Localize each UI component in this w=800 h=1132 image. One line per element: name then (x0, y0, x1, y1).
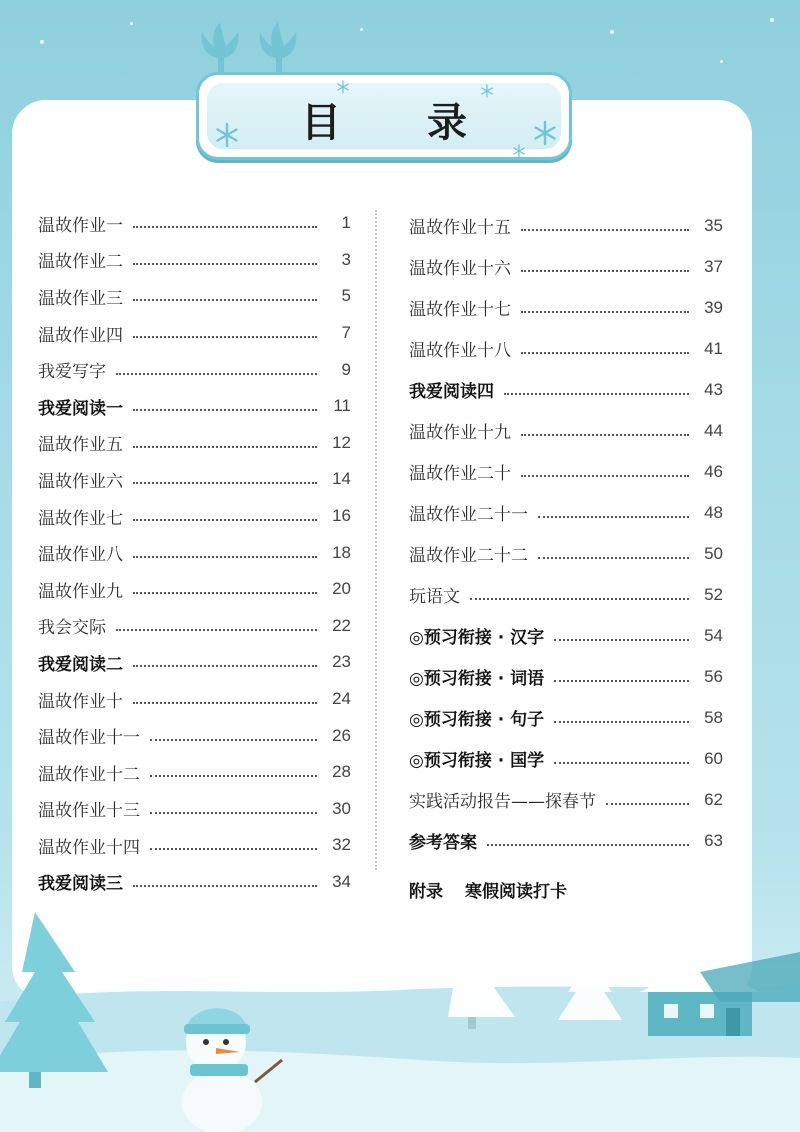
toc-entry-page: 62 (704, 789, 723, 809)
toc-entry-label: ◎预习衔接 · 词语 (409, 669, 545, 689)
toc-right-column (409, 205, 723, 861)
column-divider (375, 210, 377, 870)
toc-entry[interactable] (38, 608, 351, 645)
toc-entry-page: 43 (704, 379, 723, 399)
toc-entry-page: 50 (704, 543, 723, 563)
toc-entry[interactable] (409, 574, 723, 615)
dot-leader (150, 775, 317, 777)
toc-entry-label: 温故作业二 (38, 252, 123, 273)
toc-entry-label: 我爱阅读三 (38, 874, 123, 895)
toc-entry-page: 34 (332, 871, 351, 891)
toc-entry[interactable] (409, 656, 723, 697)
toc-entry-label: 参考答案 (409, 833, 477, 853)
toc-entry-label: 温故作业一 (38, 215, 123, 236)
dot-leader (554, 721, 689, 723)
toc-entry-page: 22 (332, 615, 351, 635)
toc-entry[interactable] (38, 351, 351, 388)
toc-entry-page: 3 (341, 249, 351, 269)
dot-leader (116, 629, 317, 631)
toc-entry[interactable] (38, 205, 351, 242)
toc-entry-page: 32 (332, 835, 351, 855)
dot-leader (133, 885, 317, 887)
dot-leader (521, 352, 689, 354)
toc-entry[interactable] (38, 315, 351, 352)
toc-entry[interactable] (38, 425, 351, 462)
toc-entry[interactable] (409, 738, 723, 779)
toc-entry-page: 23 (332, 652, 351, 672)
toc-entry-page: 12 (332, 432, 351, 452)
toc-entry-page: 26 (332, 725, 351, 745)
dot-leader (487, 844, 689, 846)
toc-entry[interactable] (38, 388, 351, 425)
toc-entry-label: 温故作业七 (38, 508, 123, 529)
toc-entry-label: 玩语文 (409, 587, 460, 607)
toc-entry-label: 我爱阅读二 (38, 654, 123, 675)
dot-leader (133, 446, 317, 448)
toc-entry-page: 16 (332, 506, 351, 526)
toc-entry[interactable] (409, 615, 723, 656)
toc-entry-page: 60 (704, 748, 723, 768)
toc-entry-label: 温故作业十七 (409, 300, 511, 320)
toc-entry[interactable] (409, 205, 723, 246)
dot-leader (133, 519, 317, 521)
toc-entry[interactable] (38, 754, 351, 791)
toc-entry-page: 52 (704, 584, 723, 604)
dot-leader (521, 434, 689, 436)
toc-entry[interactable] (409, 492, 723, 533)
snowflake-icon (512, 144, 526, 158)
toc-entry[interactable] (38, 791, 351, 828)
snowflake-icon (480, 84, 494, 98)
toc-entry-page: 54 (704, 625, 723, 645)
toc-entry-page: 9 (341, 359, 351, 379)
toc-entry-label: 温故作业二十一 (409, 505, 528, 525)
toc-entry-label: 温故作业二十二 (409, 546, 528, 566)
dot-leader (133, 336, 317, 338)
appendix-entry[interactable] (409, 877, 567, 902)
toc-entry[interactable] (38, 717, 351, 754)
toc-entry-label: 温故作业十八 (409, 341, 511, 361)
dot-leader (133, 665, 317, 667)
toc-entry-label: 我会交际 (38, 618, 106, 639)
toc-entry-label: 实践活动报告——探春节 (409, 792, 596, 812)
toc-entry-label: 温故作业四 (38, 325, 123, 346)
dot-leader (554, 762, 689, 764)
toc-entry-page: 56 (704, 666, 723, 686)
toc-entry-label: 温故作业十一 (38, 728, 140, 749)
dot-leader (554, 680, 689, 682)
dot-leader (133, 299, 317, 301)
snowflake-icon (336, 80, 350, 94)
snowflake-icon (532, 120, 558, 146)
toc-entry-label: 温故作业五 (38, 435, 123, 456)
toc-entry-page: 46 (704, 461, 723, 481)
toc-entry[interactable] (38, 864, 351, 901)
toc-entry-label: ◎预习衔接 · 国学 (409, 751, 545, 771)
toc-entry-label: 温故作业二十 (409, 464, 511, 484)
toc-entry-page: 35 (704, 215, 723, 235)
dot-leader (538, 516, 689, 518)
dot-leader (470, 598, 689, 600)
toc-entry[interactable] (38, 461, 351, 498)
title-banner (196, 72, 576, 164)
dot-leader (150, 848, 317, 850)
appendix-title: 寒假阅读打卡 (465, 882, 567, 902)
toc-entry[interactable] (38, 534, 351, 571)
dot-leader (133, 702, 317, 704)
dot-leader (521, 475, 689, 477)
dot-leader (133, 482, 317, 484)
toc-entry-page: 48 (704, 502, 723, 522)
toc-entry-page: 20 (332, 579, 351, 599)
dot-leader (133, 263, 317, 265)
toc-entry-page: 28 (332, 762, 351, 782)
dot-leader (521, 229, 689, 231)
toc-entry-page: 18 (332, 542, 351, 562)
toc-entry[interactable] (38, 827, 351, 864)
toc-entry-page: 63 (704, 830, 723, 850)
toc-entry-label: 温故作业十二 (38, 764, 140, 785)
toc-entry-label: 我爱写字 (38, 362, 106, 383)
toc-entry-page: 1 (341, 213, 351, 233)
toc-left-column (38, 205, 351, 900)
toc-entry[interactable] (409, 410, 723, 451)
toc-entry[interactable] (409, 451, 723, 492)
toc-entry-label: 温故作业十九 (409, 423, 511, 443)
page-title: 目 录 (301, 100, 503, 146)
snowflake-icon (214, 122, 240, 148)
toc-entry-page: 44 (704, 420, 723, 440)
toc-entry-label: 我爱阅读一 (38, 398, 123, 419)
toc-entry[interactable] (38, 644, 351, 681)
toc-entry[interactable] (38, 498, 351, 535)
dot-leader (554, 639, 689, 641)
dot-leader (133, 409, 317, 411)
toc-entry[interactable] (38, 681, 351, 718)
toc-entry-label: ◎预习衔接 · 句子 (409, 710, 545, 730)
dot-leader (116, 373, 317, 375)
toc-entry-label: 温故作业六 (38, 471, 123, 492)
toc-entry-page: 30 (332, 798, 351, 818)
toc-entry-page: 14 (332, 469, 351, 489)
dot-leader (521, 270, 689, 272)
toc-entry-page: 39 (704, 297, 723, 317)
toc-entry-label: 温故作业三 (38, 288, 123, 309)
toc-entry[interactable] (38, 278, 351, 315)
toc-entry-label: 温故作业八 (38, 545, 123, 566)
dot-leader (606, 803, 689, 805)
toc-entry-page: 11 (333, 396, 351, 416)
toc-entry-page: 24 (332, 689, 351, 709)
appendix-label: 附录 (409, 882, 443, 902)
toc-entry-label: 温故作业十五 (409, 218, 511, 238)
toc-entry[interactable] (409, 697, 723, 738)
toc-entry-label: 温故作业十 (38, 691, 123, 712)
toc-entry-label: 我爱阅读四 (409, 382, 494, 402)
toc-entry[interactable] (409, 779, 723, 820)
toc-entry-label: 温故作业十三 (38, 801, 140, 822)
toc-entry-page: 5 (341, 286, 351, 306)
toc-entry-label: 温故作业十六 (409, 259, 511, 279)
toc-entry[interactable] (409, 246, 723, 287)
dot-leader (504, 393, 689, 395)
toc-entry[interactable] (38, 242, 351, 279)
dot-leader (133, 592, 317, 594)
snowman-icon (182, 1008, 282, 1132)
toc-entry[interactable] (38, 571, 351, 608)
toc-entry-page: 58 (704, 707, 723, 727)
toc-entry-label: ◎预习衔接 · 汉字 (409, 628, 545, 648)
toc-entry-page: 37 (704, 256, 723, 276)
toc-entry-label: 温故作业十四 (38, 837, 140, 858)
dot-leader (150, 812, 317, 814)
dot-leader (521, 311, 689, 313)
toc-entry[interactable] (409, 328, 723, 369)
toc-entry[interactable] (409, 533, 723, 574)
dot-leader (133, 226, 317, 228)
dot-leader (133, 556, 317, 558)
toc-entry[interactable] (409, 287, 723, 328)
toc-entry[interactable] (409, 820, 723, 861)
dot-leader (150, 739, 317, 741)
toc-entry-label: 温故作业九 (38, 581, 123, 602)
toc-entry-page: 41 (704, 338, 723, 358)
toc-entry[interactable] (409, 369, 723, 410)
dot-leader (538, 557, 689, 559)
toc-entry-page: 7 (341, 323, 351, 343)
